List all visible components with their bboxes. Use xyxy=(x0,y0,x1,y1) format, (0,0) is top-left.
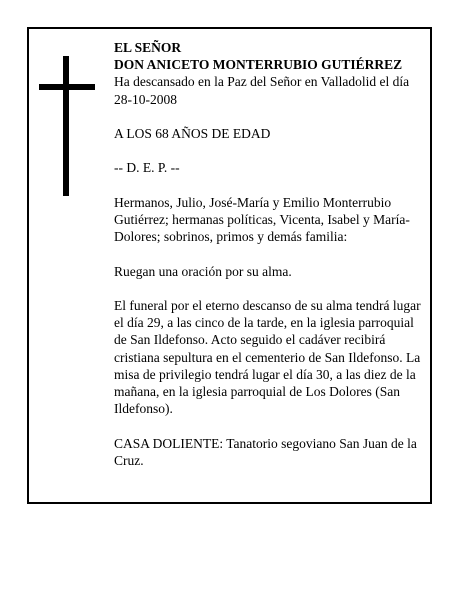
dep-line: -- D. E. P. -- xyxy=(114,160,180,176)
obituary-text xyxy=(114,39,424,469)
prayer-request: Ruegan una oración por su alma. xyxy=(114,263,292,279)
age-line: A LOS 68 AÑOS DE EDAD xyxy=(114,126,271,141)
cross-icon-bar xyxy=(39,84,95,90)
title-line: EL SEÑOR xyxy=(114,40,182,55)
cross-icon xyxy=(63,56,69,196)
funeral-paragraph: El funeral por el eterno descanso de su alma tendrá lugar el día 29, a las cinco de la tarde, en la iglesia parroquial de San Ildefonso. Acto seguido el cadáver recibirá cristiana sepultura en el cementerio de San Ildefonso. La misa de privilegio tendrá lugar el día 30, a las diez de la mañana, en la iglesia parroquial de Los Dolores (San Ildefonso). xyxy=(114,297,421,417)
deceased-name: DON ANICETO MONTERRUBIO GUTIÉRREZ xyxy=(114,57,403,73)
family-paragraph: Hermanos, Julio, José-María y Emilio Monterrubio Gutiérrez; hermanas políticas, Vicenta, Isabel y María-Dolores; sobrinos, primos y demás familia: xyxy=(114,194,410,245)
death-notice: Ha descansado en la Paz del Señor en Valladolid el día 28-10-2008 xyxy=(114,74,410,107)
casa-doliente: CASA DOLIENTE: Tanatorio segoviano San Juan de la Cruz. xyxy=(114,435,417,468)
